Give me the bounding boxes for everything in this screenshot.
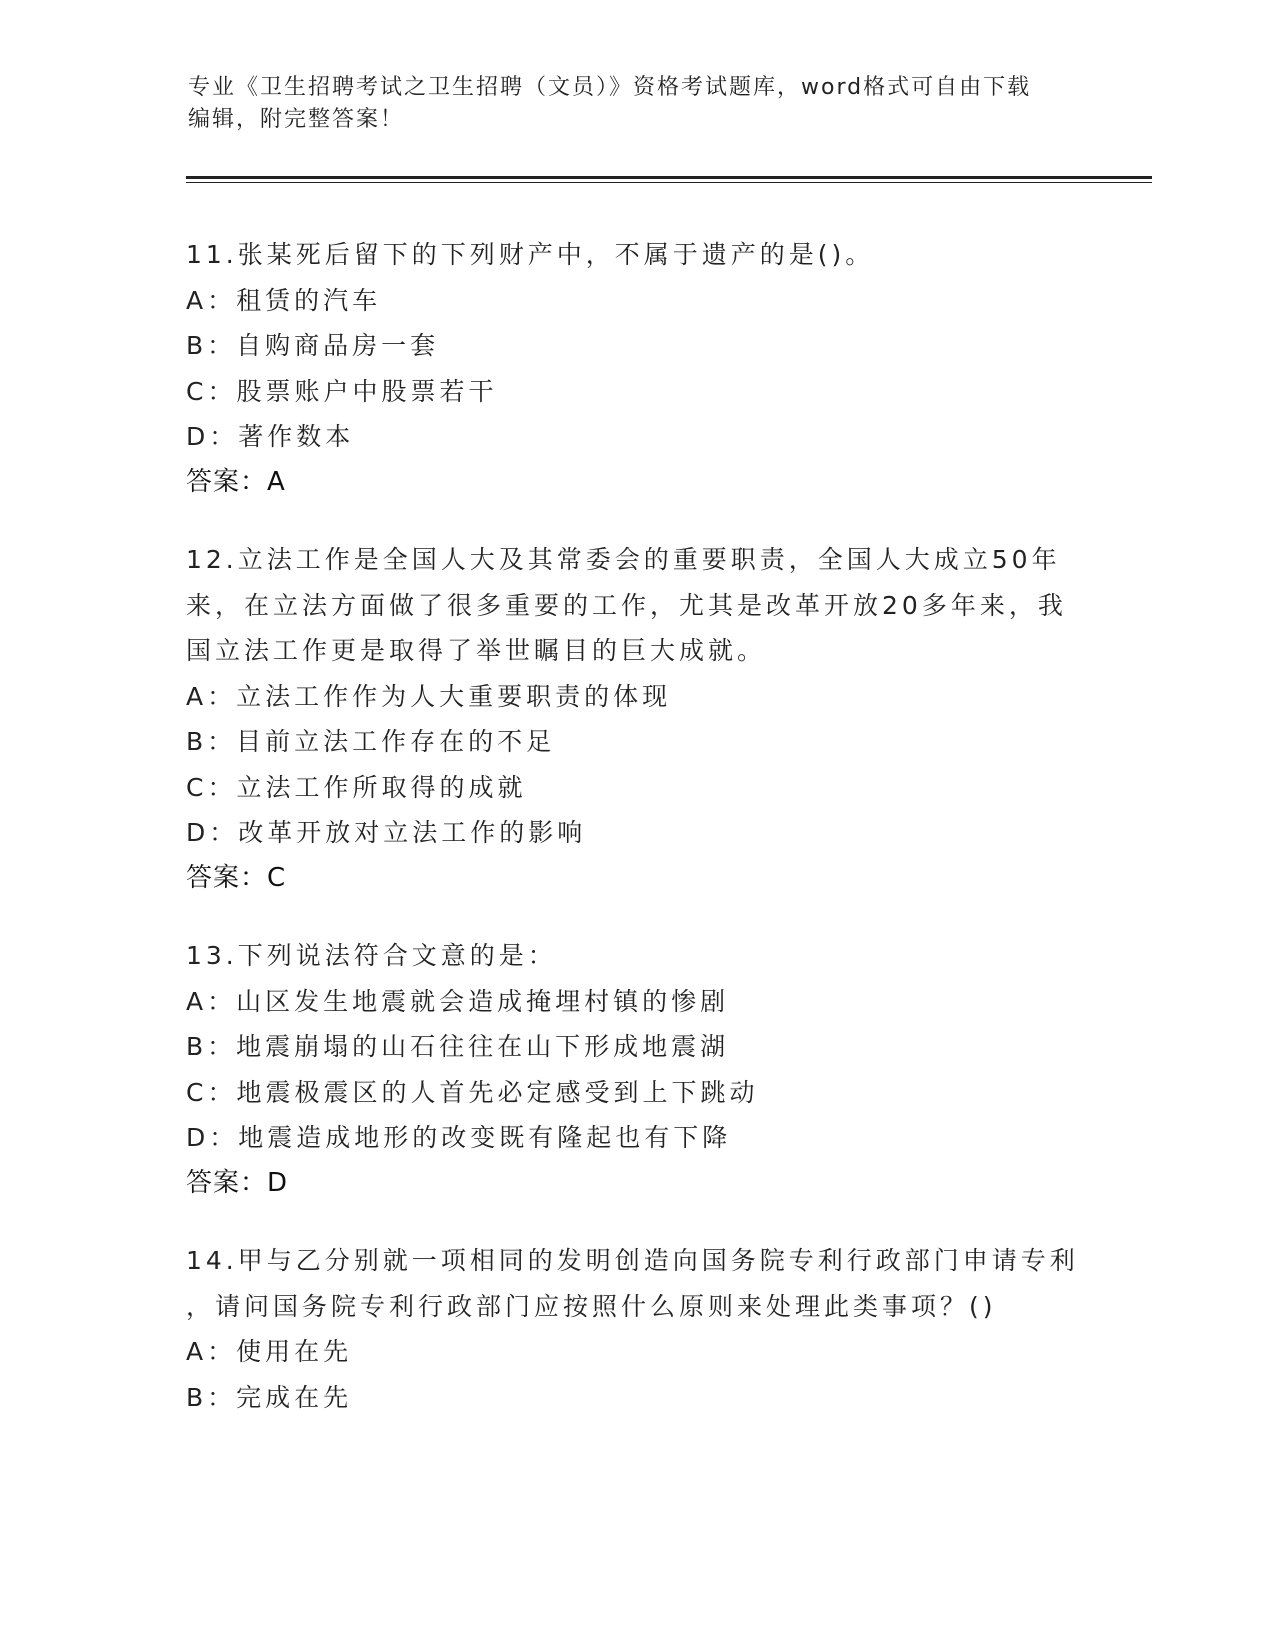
option-a: A：使用在先 [186, 1337, 353, 1366]
option-b: B：地震崩塌的山石往往在山下形成地震湖 [186, 1032, 730, 1061]
option-b: B：完成在先 [186, 1382, 353, 1412]
option-c: C：股票账户中股票若干 [186, 376, 498, 406]
document-header [188, 72, 1088, 136]
option-c: C：地震极震区的人首先必定感受到上下跳动 [186, 1077, 759, 1107]
header-line-1: 专业《卫生招聘考试之卫生招聘（文员）》资格考试题库，word格式可自由下载 [188, 75, 1032, 100]
question-13 [186, 933, 1086, 1206]
header-line-2: 编辑，附完整答案！ [188, 107, 405, 132]
answer-label: 答案：A [186, 466, 286, 497]
question-11 [186, 232, 1086, 505]
question-stem: 13.下列说法符合文意的是： [186, 941, 557, 970]
question-stem: 12.立法工作是全国人大及其常委会的重要职责，全国人大成立50年 [186, 545, 1061, 574]
option-d: D：著作数本 [186, 422, 355, 451]
question-14 [186, 1238, 1086, 1420]
option-d: D：改革开放对立法工作的影响 [186, 818, 587, 847]
answer-label: 答案：D [186, 1167, 289, 1198]
option-a: A：租赁的汽车 [186, 285, 382, 315]
answer-label: 答案：C [186, 862, 287, 893]
option-a: A：山区发生地震就会造成掩埋村镇的惨剧 [186, 986, 730, 1016]
option-c: C：立法工作所取得的成就 [186, 772, 527, 802]
question-stem: 14.甲与乙分别就一项相同的发明创造向国务院专利行政部门申请专利 [186, 1246, 1079, 1275]
option-b: B：自购商品房一套 [186, 331, 440, 360]
option-b: B：目前立法工作存在的不足 [186, 727, 556, 756]
question-list [186, 232, 1086, 1452]
question-12 [186, 537, 1086, 901]
header-divider-thin [186, 182, 1152, 183]
question-stem: 国立法工作更是取得了举世瞩目的巨大成就。 [186, 636, 767, 665]
question-stem: ，请问国务院专利行政部门应按照什么原则来处理此类事项？() [186, 1291, 997, 1321]
question-stem: 来，在立法方面做了很多重要的工作，尤其是改革开放20多年来，我 [186, 590, 1067, 620]
option-a: A：立法工作作为人大重要职责的体现 [186, 681, 672, 711]
question-stem: 11.张某死后留下的下列财产中，不属于遗产的是()。 [186, 240, 875, 269]
option-d: D：地震造成地形的改变既有隆起也有下降 [186, 1123, 732, 1152]
header-divider-thick [186, 176, 1152, 179]
